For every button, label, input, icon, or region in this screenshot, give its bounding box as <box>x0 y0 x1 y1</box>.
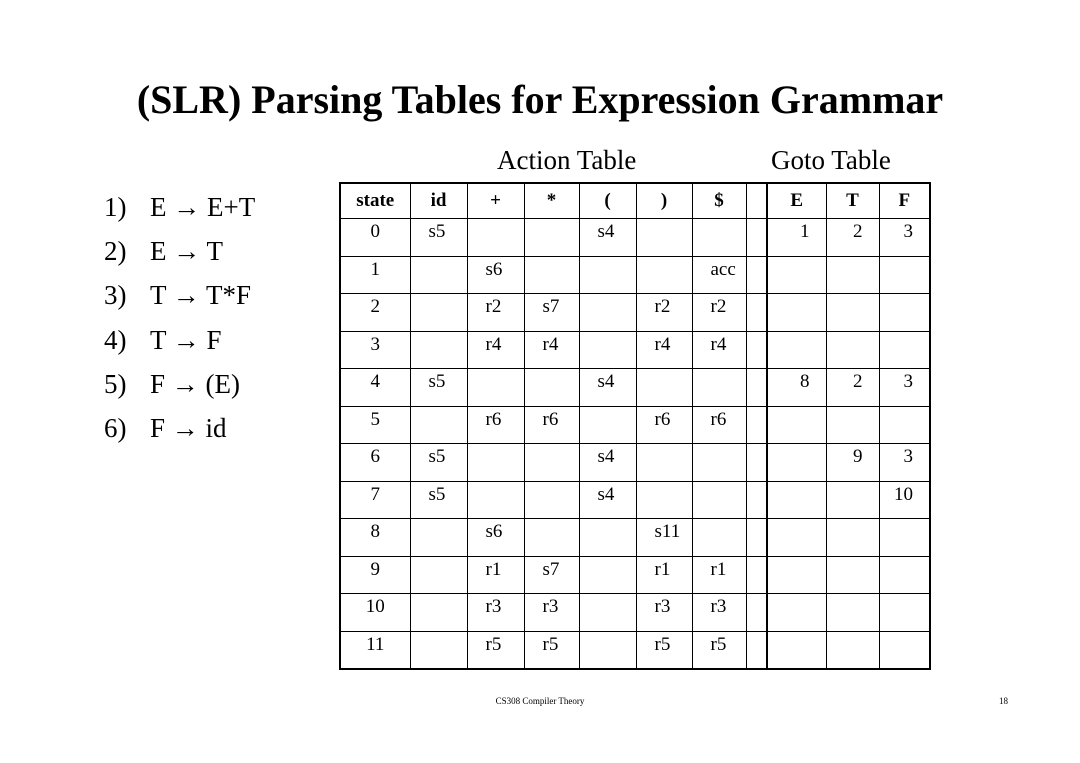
goto-cell: 9 <box>826 444 879 482</box>
action-cell <box>410 256 467 294</box>
action-cell: s7 <box>524 294 579 332</box>
goto-cell <box>767 294 826 332</box>
table-row <box>340 556 930 594</box>
grammar-rule <box>104 190 255 234</box>
rule-production: T → F <box>150 324 222 355</box>
goto-cell <box>879 519 930 557</box>
action-cell <box>410 631 467 669</box>
column-header-star: * <box>524 183 579 219</box>
goto-cell <box>767 519 826 557</box>
rule-production: T → T*F <box>150 280 252 311</box>
table-row <box>340 219 930 257</box>
column-header-state: state <box>340 183 410 219</box>
action-cell: s5 <box>410 481 467 519</box>
rule-number: 6) <box>104 412 127 443</box>
action-cell: r3 <box>636 594 692 632</box>
action-cell <box>692 369 746 407</box>
goto-cell <box>879 294 930 332</box>
rule-production: F → (E) <box>150 368 240 399</box>
separator-cell <box>746 406 767 444</box>
grammar-rule <box>104 411 255 455</box>
action-cell: r6 <box>524 406 579 444</box>
action-cell: r3 <box>467 594 524 632</box>
state-cell: 9 <box>340 556 410 594</box>
goto-cell <box>767 331 826 369</box>
action-cell: r6 <box>636 406 692 444</box>
separator-cell <box>746 294 767 332</box>
action-cell <box>636 481 692 519</box>
action-cell <box>524 481 579 519</box>
column-header-rparen: ) <box>636 183 692 219</box>
rule-number: 2) <box>104 236 127 267</box>
action-cell <box>524 519 579 557</box>
action-cell: s4 <box>579 444 636 482</box>
action-cell: r2 <box>467 294 524 332</box>
grammar-rule <box>104 367 255 411</box>
grammar-rule <box>104 234 255 278</box>
action-cell <box>524 444 579 482</box>
goto-cell <box>826 594 879 632</box>
goto-cell <box>767 631 826 669</box>
action-cell: r4 <box>524 331 579 369</box>
goto-cell <box>879 256 930 294</box>
state-cell: 7 <box>340 481 410 519</box>
action-cell: s6 <box>467 519 524 557</box>
goto-cell <box>826 294 879 332</box>
state-cell: 1 <box>340 256 410 294</box>
goto-cell: 3 <box>879 219 930 257</box>
grammar-rule <box>104 278 255 322</box>
action-cell <box>410 556 467 594</box>
goto-cell <box>826 256 879 294</box>
separator-cell <box>746 481 767 519</box>
goto-cell <box>767 444 826 482</box>
state-cell: 3 <box>340 331 410 369</box>
action-cell: r4 <box>692 331 746 369</box>
action-cell <box>524 219 579 257</box>
rule-production: E → E+T <box>150 192 256 222</box>
table-row <box>340 631 930 669</box>
action-cell <box>692 444 746 482</box>
action-cell <box>579 406 636 444</box>
state-cell: 4 <box>340 369 410 407</box>
goto-cell <box>879 556 930 594</box>
column-header-goto-e: E <box>767 183 826 219</box>
action-cell <box>692 481 746 519</box>
action-cell <box>410 331 467 369</box>
rule-number: 1) <box>104 192 127 222</box>
goto-cell: 2 <box>826 219 879 257</box>
table-row <box>340 331 930 369</box>
goto-cell: 10 <box>879 481 930 519</box>
slide-title: (SLR) Parsing Tables for Expression Grammar <box>136 77 944 122</box>
action-cell: s5 <box>410 369 467 407</box>
state-cell: 11 <box>340 631 410 669</box>
rule-production: F → id <box>150 412 227 443</box>
table-row <box>340 481 930 519</box>
action-cell: s4 <box>579 481 636 519</box>
action-cell <box>410 594 467 632</box>
goto-cell: 2 <box>826 369 879 407</box>
rule-number: 4) <box>104 324 127 355</box>
footer-course-name: CS308 Compiler Theory <box>495 696 585 706</box>
table-row <box>340 519 930 557</box>
column-header-plus: + <box>467 183 524 219</box>
action-cell <box>579 556 636 594</box>
action-cell: r1 <box>692 556 746 594</box>
table-row <box>340 406 930 444</box>
goto-cell: 3 <box>879 444 930 482</box>
action-cell: r6 <box>467 406 524 444</box>
goto-cell <box>767 406 826 444</box>
action-cell <box>524 369 579 407</box>
action-cell: r2 <box>692 294 746 332</box>
action-cell <box>579 594 636 632</box>
action-cell: s7 <box>524 556 579 594</box>
action-cell: r3 <box>524 594 579 632</box>
state-cell: 2 <box>340 294 410 332</box>
action-cell: s11 <box>636 519 692 557</box>
state-cell: 8 <box>340 519 410 557</box>
goto-cell <box>767 556 826 594</box>
state-cell: 5 <box>340 406 410 444</box>
separator-cell <box>746 256 767 294</box>
rule-number: 5) <box>104 368 127 399</box>
column-header-lparen: ( <box>579 183 636 219</box>
action-cell: r4 <box>636 331 692 369</box>
action-cell <box>579 331 636 369</box>
action-cell: r1 <box>636 556 692 594</box>
separator-cell <box>746 519 767 557</box>
goto-cell: 8 <box>767 369 826 407</box>
action-cell <box>579 294 636 332</box>
state-cell: 6 <box>340 444 410 482</box>
action-table-heading: Action Table <box>497 145 637 175</box>
action-cell <box>692 219 746 257</box>
action-cell: r1 <box>467 556 524 594</box>
table-row <box>340 294 930 332</box>
page-number: 18 <box>999 696 1008 706</box>
action-cell: s4 <box>579 369 636 407</box>
action-cell <box>579 631 636 669</box>
action-cell <box>579 256 636 294</box>
action-cell <box>636 256 692 294</box>
goto-cell <box>826 406 879 444</box>
goto-cell: 3 <box>879 369 930 407</box>
action-cell: r6 <box>692 406 746 444</box>
action-cell: r4 <box>467 331 524 369</box>
action-cell <box>636 369 692 407</box>
goto-cell <box>826 631 879 669</box>
action-cell: r2 <box>636 294 692 332</box>
column-header-id: id <box>410 183 467 219</box>
action-cell: s6 <box>467 256 524 294</box>
goto-cell <box>879 406 930 444</box>
action-cell: acc <box>692 256 746 294</box>
action-cell: s5 <box>410 444 467 482</box>
separator-cell <box>746 631 767 669</box>
column-header-dollar: $ <box>692 183 746 219</box>
state-cell: 10 <box>340 594 410 632</box>
table-row <box>340 444 930 482</box>
action-cell <box>692 519 746 557</box>
action-cell <box>467 481 524 519</box>
column-header-goto-t: T <box>826 183 879 219</box>
rule-production: E → T <box>150 236 223 267</box>
action-cell <box>636 219 692 257</box>
separator-cell <box>746 556 767 594</box>
table-body <box>340 219 930 670</box>
action-cell <box>410 294 467 332</box>
action-cell <box>579 519 636 557</box>
action-cell: r5 <box>524 631 579 669</box>
separator-cell <box>746 331 767 369</box>
action-cell: s4 <box>579 219 636 257</box>
action-cell <box>410 406 467 444</box>
goto-cell <box>879 331 930 369</box>
action-cell <box>467 369 524 407</box>
goto-cell <box>879 631 930 669</box>
column-header-separator <box>746 183 767 219</box>
grammar-rules-list <box>104 190 255 455</box>
goto-cell <box>767 256 826 294</box>
table-row <box>340 594 930 632</box>
separator-cell <box>746 594 767 632</box>
action-cell: r3 <box>692 594 746 632</box>
separator-cell <box>746 369 767 407</box>
separator-cell <box>746 219 767 257</box>
slr-parsing-table <box>339 182 931 670</box>
state-cell: 0 <box>340 219 410 257</box>
goto-cell <box>826 519 879 557</box>
goto-cell <box>826 481 879 519</box>
action-cell <box>467 219 524 257</box>
rule-number: 3) <box>104 280 127 311</box>
goto-cell <box>879 594 930 632</box>
goto-cell <box>826 331 879 369</box>
goto-cell <box>826 556 879 594</box>
action-cell <box>410 519 467 557</box>
separator-cell <box>746 444 767 482</box>
grammar-rule <box>104 323 255 367</box>
column-header-goto-f: F <box>879 183 930 219</box>
goto-table-heading: Goto Table <box>771 145 891 175</box>
table-header-row <box>340 183 930 219</box>
table-row <box>340 256 930 294</box>
action-cell: s5 <box>410 219 467 257</box>
action-cell <box>467 444 524 482</box>
goto-cell <box>767 481 826 519</box>
goto-cell: 1 <box>767 219 826 257</box>
action-cell <box>636 444 692 482</box>
action-cell: r5 <box>467 631 524 669</box>
action-cell: r5 <box>636 631 692 669</box>
action-cell <box>524 256 579 294</box>
goto-cell <box>767 594 826 632</box>
table-row <box>340 369 930 407</box>
action-cell: r5 <box>692 631 746 669</box>
